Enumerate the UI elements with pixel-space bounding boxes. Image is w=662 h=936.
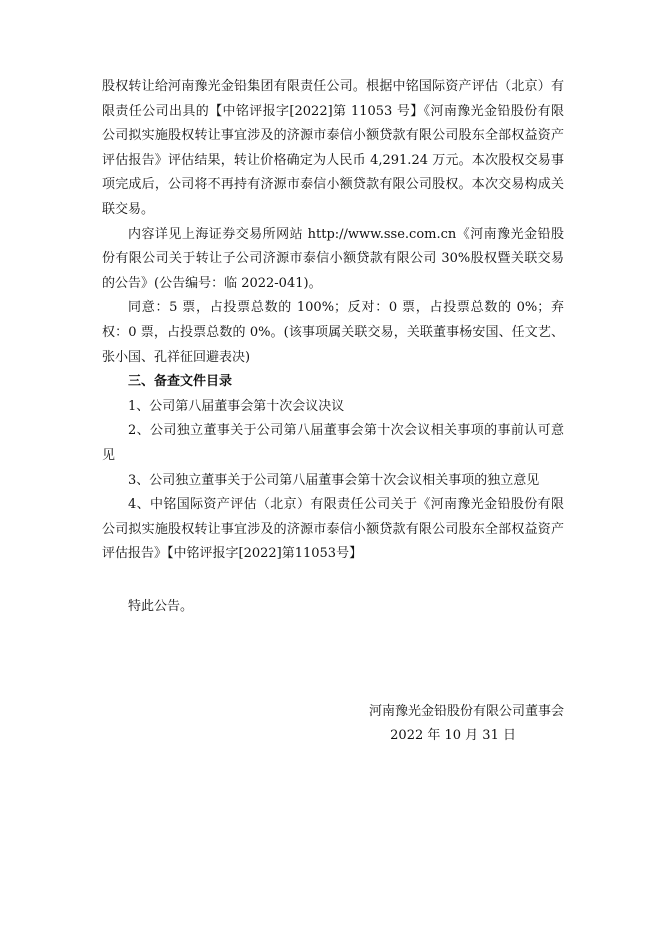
- file-item-1: 1、公司第八届董事会第十次会议决议: [128, 398, 345, 414]
- paragraph-announcement-reference: 内容详见上海证券交易所网站 http://www.sse.com.cn《河南豫光金铅股份有限公司关于转让子公司济源市泰信小额贷款有限公司 30%股权暨关联交易的公告》(公告编号：临 2022-041)。: [102, 226, 564, 291]
- signature-company: 河南豫光金铅股份有限公司董事会: [368, 704, 564, 719]
- file-item-3: 3、公司独立董事关于公司第八届董事会第十次会议相关事项的独立意见: [128, 472, 540, 488]
- file-item-4: 4、中铭国际资产评估（北京）有限责任公司关于《河南豫光金铅股份有限公司拟实施股权转让事宜涉及的济源市泰信小额贷款有限公司股东全部权益资产评估报告》【中铭评报字[2022]第11053号】: [102, 497, 564, 562]
- closing-remark: 特此公告。: [128, 598, 194, 614]
- document-body: [102, 75, 564, 619]
- paragraph-vote-result: 同意：5 票，占投票总数的 100%；反对：0 票，占投票总数的 0%；弃权：0 票，占投票总数的 0%。(该事项属关联交易，关联董事杨安国、任文艺、张小国、孔祥征回避表决): [102, 300, 564, 365]
- signature-date: 2022 年 10 月 31 日: [390, 728, 516, 743]
- section-title: 三、备查文件目录: [128, 374, 233, 390]
- paragraph-transfer-details: 股权转让给河南豫光金铅集团有限责任公司。根据中铭国际资产评估（北京）有限责任公司出具的【中铭评报字[2022]第 11053 号】《河南豫光金铅股份有限公司拟实施股权转让事宜涉及的济源市泰信小额贷款有限公司股东全部权益资产评估报告》评估结果，转让价格确定为人民币 4,291.24 万元。本次股权交易事项完成后，公司将不再持有济源市泰信小额贷款有限公司股权。本次交易构成关联交易。: [102, 79, 564, 217]
- file-item-2: 2、公司独立董事关于公司第八届董事会第十次会议相关事项的事前认可意见: [102, 423, 564, 463]
